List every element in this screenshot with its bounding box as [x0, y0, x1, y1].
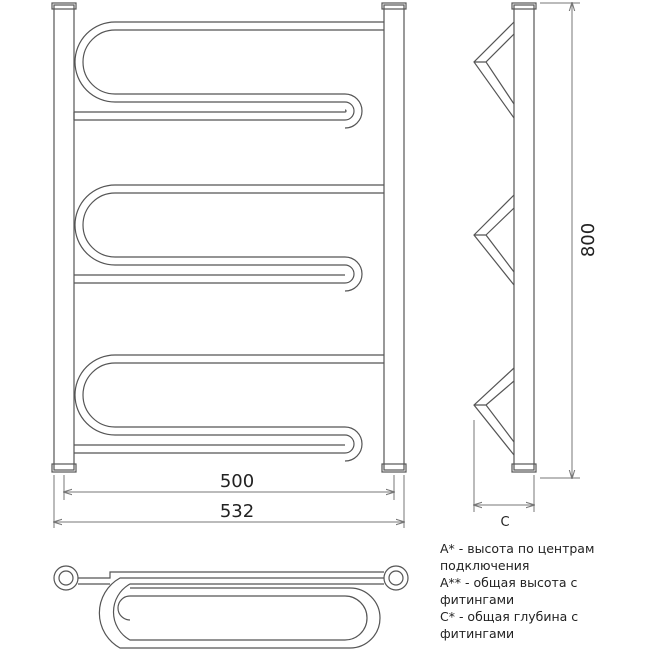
- legend: [440, 540, 645, 642]
- height-dimension: [540, 3, 580, 478]
- left-post-cap-bottom: [52, 464, 76, 472]
- legend-item-c: C* - общая глубина с фитингами: [440, 609, 579, 641]
- left-post-cap-top: [52, 3, 76, 9]
- depth-dimension: [474, 420, 534, 512]
- dim-label-532: 532: [219, 501, 255, 522]
- top-view: [54, 566, 408, 648]
- left-fitting-inner: [59, 571, 73, 585]
- left-post: [54, 5, 74, 470]
- right-fitting-inner: [389, 571, 403, 585]
- dim-label-c: C: [500, 515, 510, 530]
- serpentine-loop-3: [74, 355, 384, 461]
- legend-item-a: A* - высота по центрам подключения: [440, 541, 595, 573]
- dim-label-500: 500: [219, 471, 255, 492]
- side-view: [474, 3, 536, 472]
- serpentine-loop-2: [74, 185, 384, 291]
- right-post: [384, 5, 404, 470]
- side-bracket-3: [474, 368, 514, 455]
- side-post: [514, 5, 534, 470]
- serpentine-loop-1: [74, 22, 384, 128]
- dim-label-800: 800: [578, 222, 599, 258]
- right-post-cap-bottom: [382, 464, 406, 472]
- legend-item-a2: A** - общая высота с фитингами: [440, 575, 578, 607]
- right-fitting-outer: [384, 566, 408, 590]
- left-fitting-outer: [54, 566, 78, 590]
- front-view: [52, 3, 406, 472]
- side-bracket-2: [474, 195, 514, 285]
- right-post-cap-top: [382, 3, 406, 9]
- side-bracket-1: [474, 22, 514, 118]
